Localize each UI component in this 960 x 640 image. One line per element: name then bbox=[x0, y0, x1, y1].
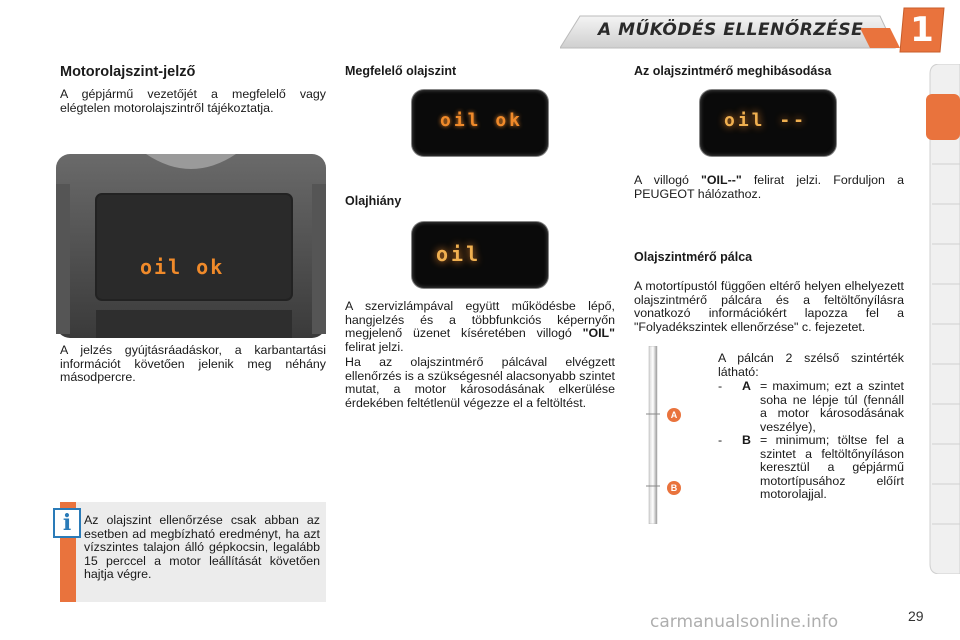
level-text-a: = maximum; ezt a szintet soha ne lépje túl (fennáll a motor károsodásának veszélye), bbox=[760, 379, 904, 434]
dipstick-illustration bbox=[640, 346, 670, 524]
dipstick-text: A motortípustól függően eltérő helyen elhelyezett olajszintmérő pálcára és a feltöltőnyílásra vonatkozó információkért lapozza fel a "Folyadékszintek ellenőrzése" c. fejezetet. bbox=[634, 279, 904, 334]
page-number: 29 bbox=[908, 608, 924, 624]
chapter-title: A MŰKÖDÉS ELLENŐRZÉSE bbox=[598, 20, 864, 40]
lcd-oil-fault-text: oil -- bbox=[724, 110, 808, 131]
level-text-b: = minimum; töltse fel a szintet a feltöltőnyíláson keresztül a gépjármű motortípusához előírt motorolajjal. bbox=[760, 433, 904, 502]
section-title-oil-low: Olajhiány bbox=[345, 194, 402, 208]
dipstick-levels-intro: A pálcán 2 szélső szintérték látható: bbox=[718, 351, 904, 379]
section-title-oil-indicator: Motorolajszint-jelző bbox=[60, 64, 196, 80]
lcd-oil-low-text: oil bbox=[436, 242, 482, 266]
dashboard-photo bbox=[56, 154, 326, 338]
level-key-b: B bbox=[742, 433, 751, 447]
chapter-number: 1 bbox=[910, 10, 934, 50]
info-icon: i bbox=[53, 508, 81, 538]
display-timing-text: A jelzés gyújtásráadáskor, a karbantartási információt követően jelenik meg néhány másodpercre. bbox=[60, 343, 326, 385]
watermark: carmanualsonline.info bbox=[650, 612, 839, 632]
info-text: Az olajszint ellenőrzése csak abban az esetben ad megbízható eredményt, ha azt vízszintes talajon álló gépkocsin, legalább 15 perccel a motor leállítását követően hajtja végre. bbox=[84, 513, 320, 582]
lcd-oil-ok-text: oil ok bbox=[440, 110, 524, 131]
section-title-dipstick: Olajszintmérő pálca bbox=[634, 250, 753, 264]
intro-text: A gépjármű vezetőjét a megfelelő vagy elégtelen motorolajszintről tájékoztatja. bbox=[60, 87, 326, 115]
oil-low-text: A szervizlámpával együtt működésbe lépő, hangjelzés és a többfunkciós képernyőn megjelenő üzenet kíséretében villogó "OIL" felirat jelzi. bbox=[345, 299, 615, 354]
chapter-tabs bbox=[926, 64, 960, 574]
dash-b: - bbox=[718, 433, 723, 447]
dash-a: - bbox=[718, 379, 723, 393]
marker-b: B bbox=[667, 481, 681, 495]
marker-a: A bbox=[667, 408, 681, 422]
level-key-a: A bbox=[742, 379, 751, 393]
refill-warning-text: Ha az olajszintmérő pálcával elvégzett ellenőrzés is a szükségesnél alacsonyabb szintet mutat, a motor károsodásának elkerülése érdekében feltétlenül végezze el a feltöltést. bbox=[345, 355, 615, 410]
section-title-gauge-fault: Az olajszintmérő meghibásodása bbox=[634, 64, 832, 78]
lcd-oil-ok-photo: oil ok bbox=[140, 255, 225, 279]
section-title-oil-ok: Megfelelő olajszint bbox=[345, 64, 457, 78]
gauge-fault-text: A villogó "OIL--" felirat jelzi. Forduljon a PEUGEOT hálózathoz. bbox=[634, 173, 905, 201]
